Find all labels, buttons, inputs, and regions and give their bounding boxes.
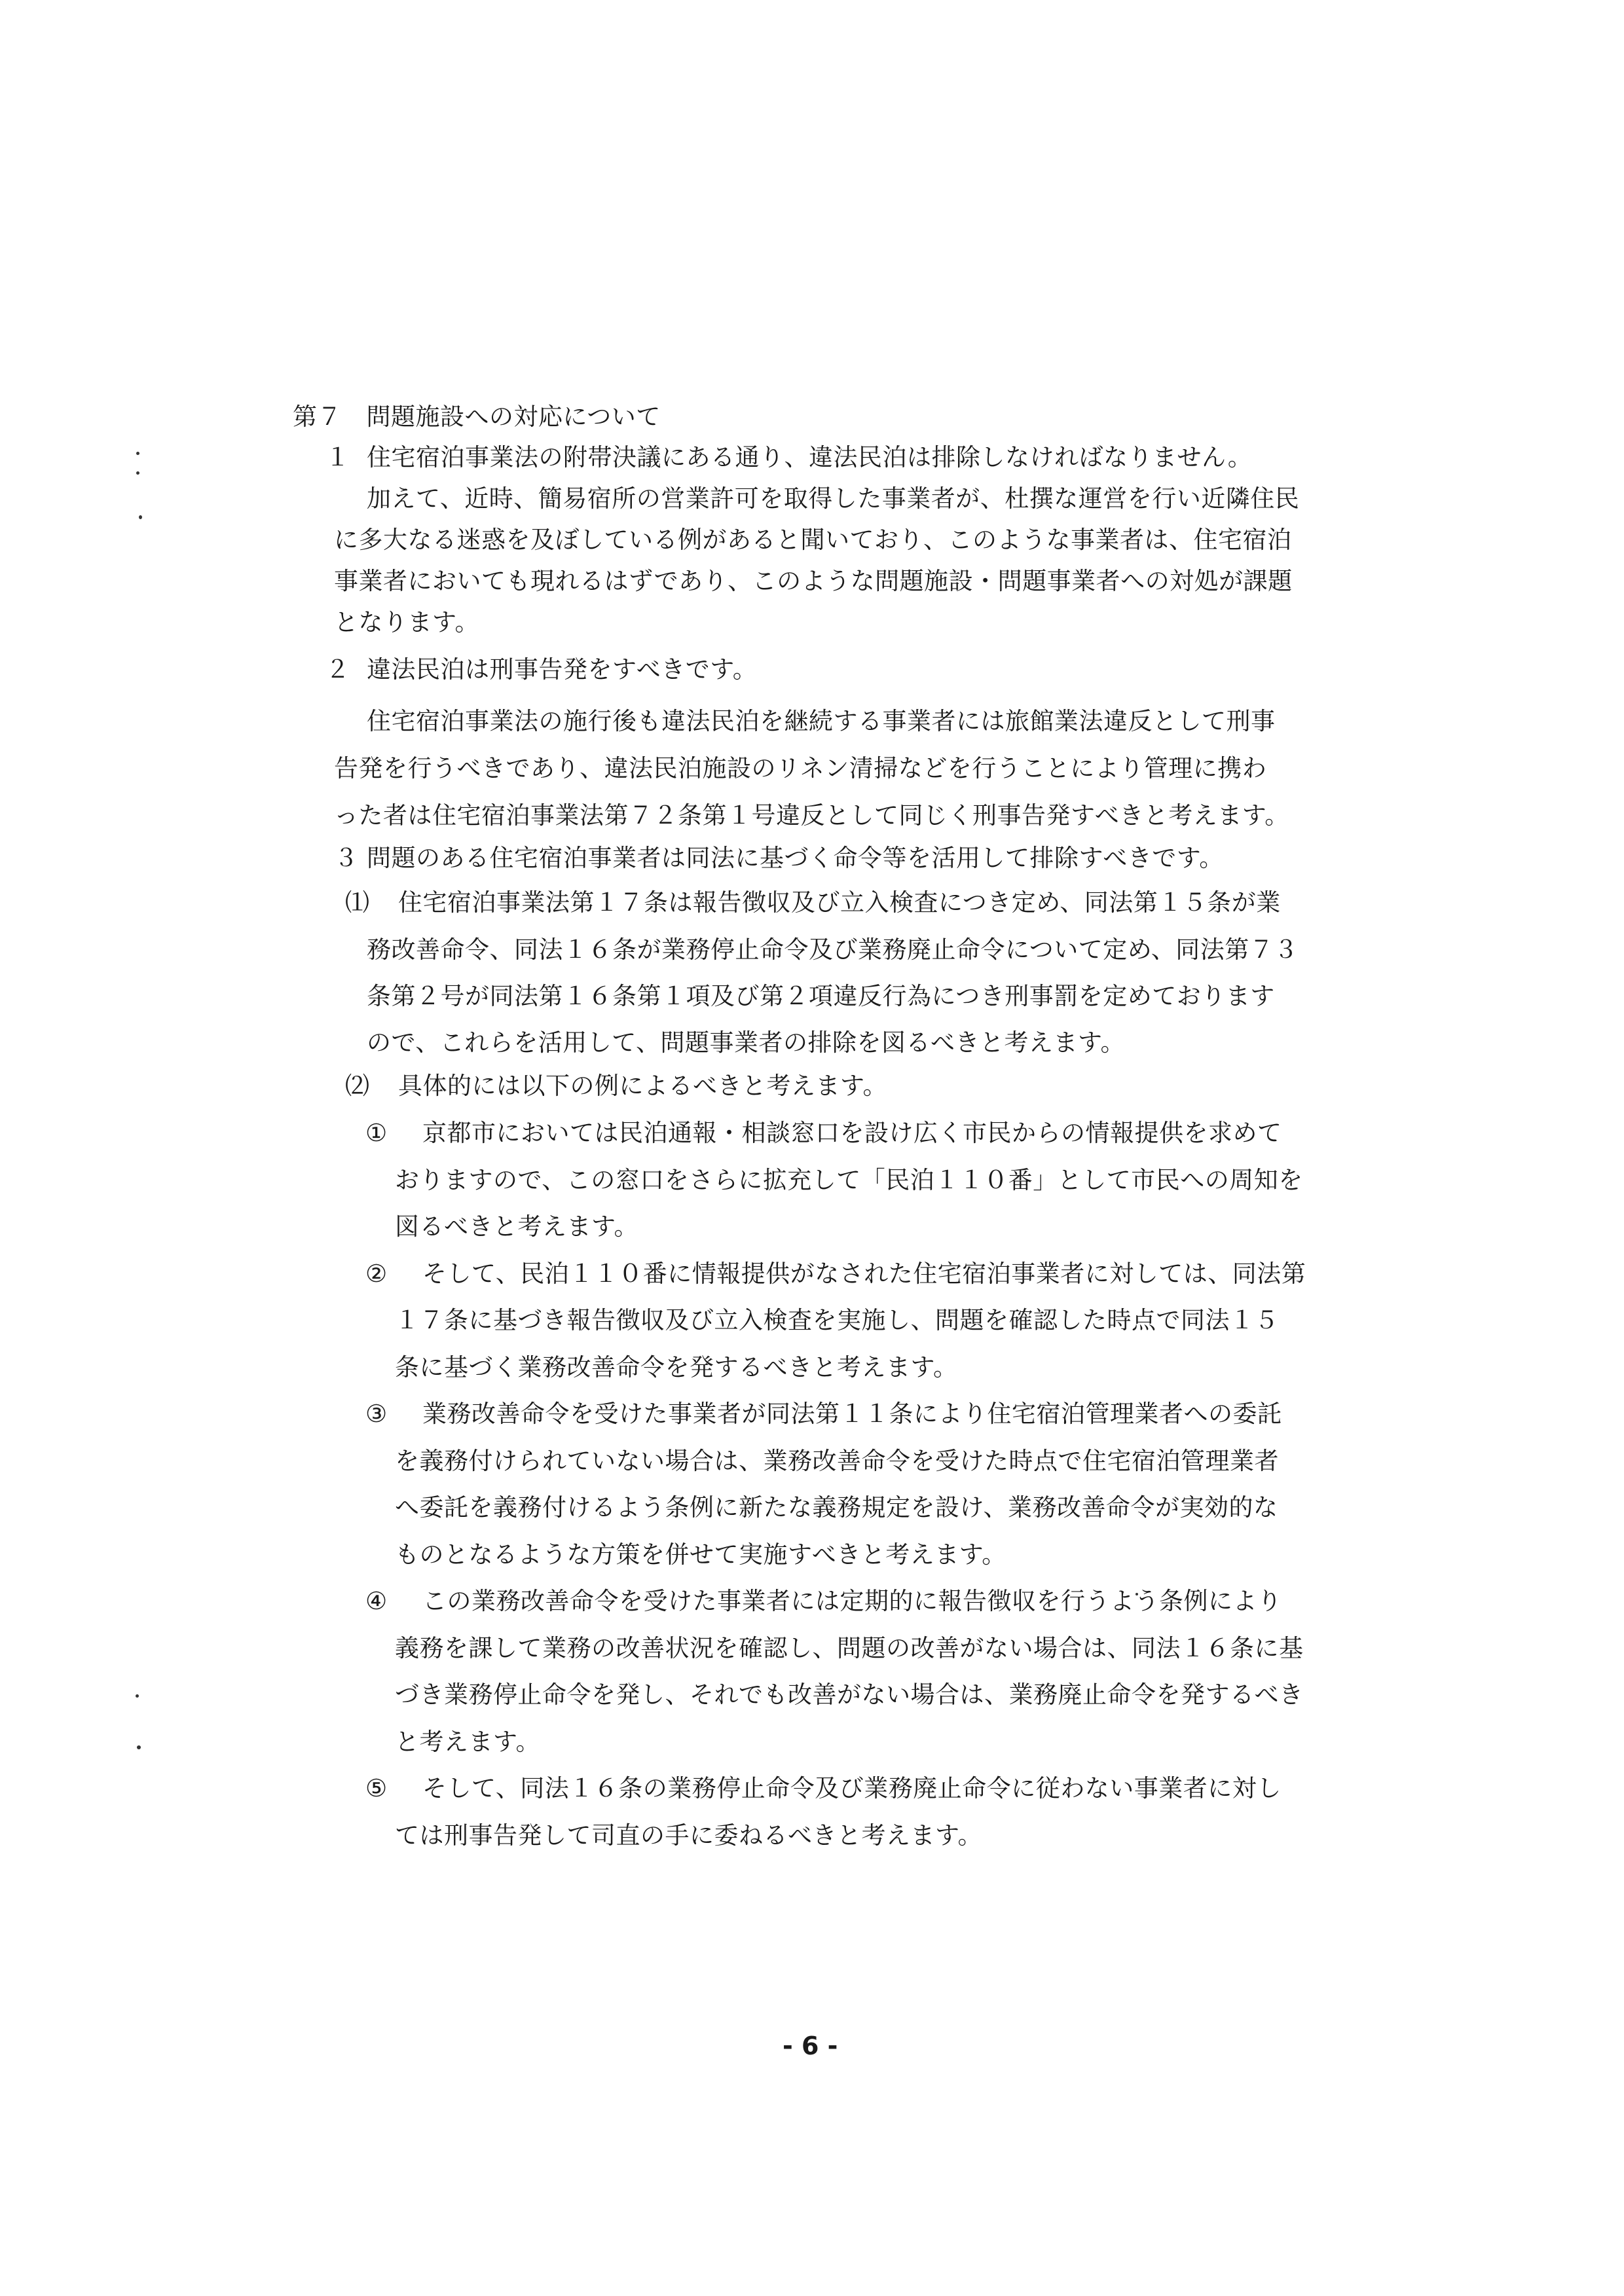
point-text-line: おりますので、この窓口をさらに拡充して「民泊１１０番」として市民への周知を xyxy=(395,1166,1303,1194)
point-number: ⑤ xyxy=(365,1774,388,1802)
point-text-line: この業務改善命令を受けた事業者には定期的に報告徴収を行うよう条例により xyxy=(422,1587,1282,1615)
item-text-line: った者は住宅宿泊事業法第７２条第１号違反として同じく刑事告発すべきと考えます。 xyxy=(334,801,1289,829)
point-text-line: 業務改善命令を受けた事業者が同法第１１条により住宅宿泊管理業者への委託 xyxy=(422,1400,1282,1428)
scan-speck xyxy=(136,452,139,455)
scan-speck xyxy=(136,471,139,475)
scan-speck xyxy=(137,1745,141,1749)
point-number: ② xyxy=(365,1260,388,1288)
point-text-line: 義務を課して業務の改善状況を確認し、問題の改善がない場合は、同法１６条に基 xyxy=(395,1634,1304,1662)
item-text-line: 住宅宿泊事業法の附帯決議にある通り、違法民泊は排除しなければなりません。 xyxy=(367,443,1253,471)
point-number: ④ xyxy=(365,1587,388,1615)
point-text-line: と考えます。 xyxy=(395,1728,541,1756)
point-text-line: 京都市においては民泊通報・相談窓口を設け広く市民からの情報提供を求めて xyxy=(422,1119,1282,1147)
subitem-text-line: 務改善命令、同法１６条が業務停止命令及び業務廃止命令について定め、同法第７３ xyxy=(367,936,1299,964)
point-text-line: 図るべきと考えます。 xyxy=(395,1212,639,1241)
page-number: - 6 - xyxy=(783,2032,838,2060)
point-text-line: づき業務停止命令を発し、それでも改善がない場合は、業務廃止命令を発するべき xyxy=(395,1681,1304,1709)
subitem-text-line: 住宅宿泊事業法第１７条は報告徴収及び立入検査につき定め、同法第１５条が業 xyxy=(398,888,1281,917)
point-text-line: そして、同法１６条の業務停止命令及び業務廃止命令に従わない事業者に対し xyxy=(422,1774,1282,1802)
item-text-line: 住宅宿泊事業法の施行後も違法民泊を継続する事業者には旅館業法違反として刑事 xyxy=(367,707,1276,735)
item-text-line: 告発を行うべきであり、違法民泊施設のリネン清掃などを行うことにより管理に携わ xyxy=(334,754,1267,782)
subitem-text-line: ので、これらを活用して、問題事業者の排除を図るべきと考えます。 xyxy=(367,1029,1126,1057)
scan-speck xyxy=(139,515,142,519)
subitem-number: ⑴ xyxy=(345,888,369,917)
subitem-number: ⑵ xyxy=(345,1072,369,1100)
item-text-line: 加えて、近時、簡易宿所の営業許可を取得した事業者が、杜撰な運営を行い近隣住民 xyxy=(367,484,1300,513)
point-text-line: １７条に基づき報告徴収及び立入検査を実施し、問題を確認した時点で同法１５ xyxy=(395,1306,1279,1334)
point-number: ③ xyxy=(365,1400,388,1428)
item-text-line: に多大なる迷惑を及ぼしている例があると聞いており、このような事業者は、住宅宿泊 xyxy=(334,526,1292,554)
item-text-line: 問題のある住宅宿泊事業者は同法に基づく命令等を活用して排除すべきです。 xyxy=(367,844,1224,872)
point-text-line: ものとなるような方策を併せて実施すべきと考えます。 xyxy=(395,1540,1006,1569)
point-text-line: へ委託を義務付けるよう条例に新たな義務規定を設け、業務改善命令が実効的な xyxy=(395,1493,1278,1522)
section-heading: 第７ 問題施設への対応について xyxy=(293,403,661,431)
point-text-line: ては刑事告発して司直の手に委ねるべきと考えます。 xyxy=(395,1821,983,1850)
scan-speck xyxy=(136,1694,139,1698)
item-text-line: となります。 xyxy=(334,608,480,636)
item-text-line: 違法民泊は刑事告発をすべきです。 xyxy=(367,655,758,683)
point-text-line: そして、民泊１１０番に情報提供がなされた住宅宿泊事業者に対しては、同法第 xyxy=(422,1260,1306,1288)
point-number: ① xyxy=(365,1119,388,1147)
point-text-line: を義務付けられていない場合は、業務改善命令を受けた時点で住宅宿泊管理業者 xyxy=(395,1447,1279,1475)
item-number: ３ xyxy=(334,844,358,872)
item-number: ２ xyxy=(325,655,350,683)
point-text-line: 条に基づく業務改善命令を発するべきと考えます。 xyxy=(395,1353,958,1381)
item-text-line: 事業者においても現れるはずであり、このような問題施設・問題事業者への対処が課題 xyxy=(334,567,1293,595)
item-number: １ xyxy=(325,443,350,471)
subitem-text-line: 具体的には以下の例によるべきと考えます。 xyxy=(398,1072,888,1100)
subitem-text-line: 条第２号が同法第１６条第１項及び第２項違反行為につき刑事罰を定めております xyxy=(367,982,1275,1010)
